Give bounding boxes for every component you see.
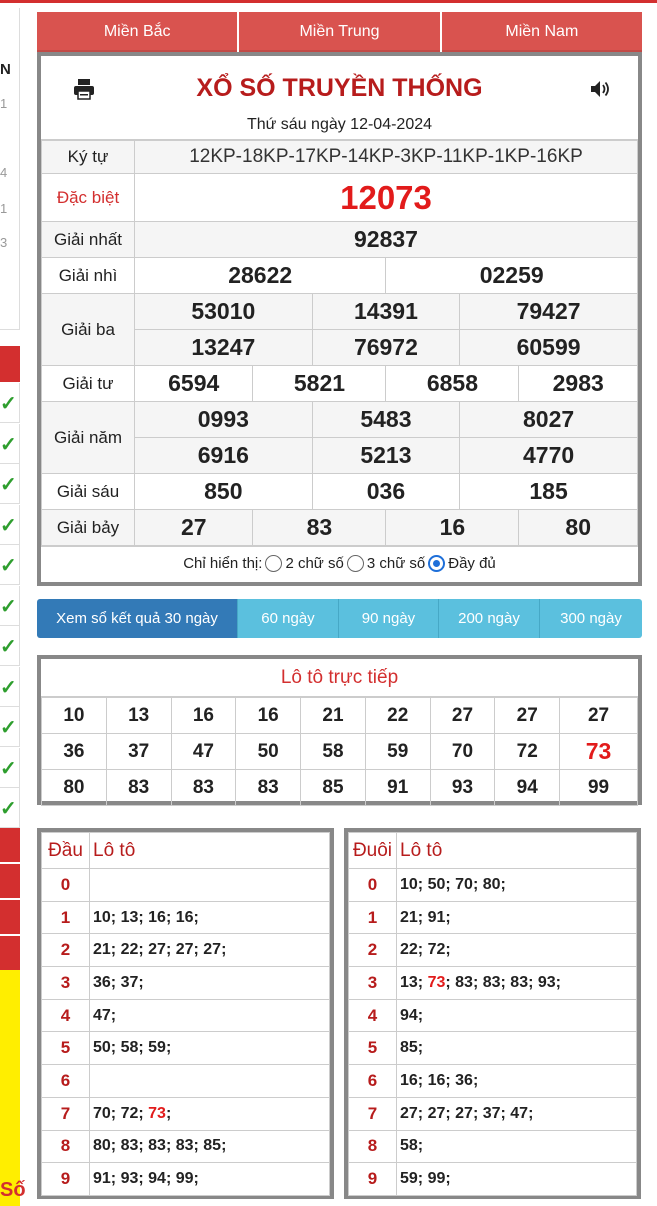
check-icon: ✓	[0, 514, 17, 537]
check-icon: ✓	[0, 636, 17, 658]
special-highlight: 73	[427, 973, 446, 991]
loto-live-box	[37, 655, 642, 805]
loto-cell: 16	[236, 698, 301, 734]
sidebar-bottom-text: Số	[0, 1179, 26, 1201]
result-table	[41, 140, 638, 546]
sidebar-check-row[interactable]	[0, 667, 20, 707]
dau-table	[41, 832, 330, 1196]
dau-header-key: Đầu	[42, 833, 90, 869]
g4-number: 5821	[253, 366, 386, 402]
dau-values: 36; 37;	[90, 967, 330, 1000]
g2-number: 02259	[386, 258, 638, 294]
g7-number: 80	[519, 510, 638, 546]
check-icon: ✓	[0, 676, 17, 699]
duoi-values: 27; 27; 27; 37; 47;	[397, 1097, 637, 1130]
loto-cell: 58	[301, 734, 366, 770]
result-title: XỔ SỐ TRUYỀN THỐNG	[196, 74, 483, 102]
sidebar-red-header	[0, 346, 20, 382]
day-range-tabs	[37, 599, 642, 638]
duoi-values: 10; 50; 70; 80;	[397, 869, 637, 902]
g6-label: Giải sáu	[42, 474, 135, 510]
sidebar-label: 1	[0, 201, 8, 216]
table-row	[42, 402, 638, 438]
result-header	[41, 56, 638, 140]
loto-cell: 91	[365, 770, 430, 806]
table-row	[42, 901, 330, 934]
dau-values: 47;	[90, 999, 330, 1032]
g5-label: Giải năm	[42, 402, 135, 474]
loto-cell: 73	[560, 734, 638, 770]
loto-cell: 94	[495, 770, 560, 806]
g3-number: 53010	[135, 294, 313, 330]
table-row	[349, 1065, 637, 1098]
dau-digit: 1	[42, 901, 90, 934]
top-border	[0, 0, 657, 8]
radio-full-label[interactable]: Đầy đủ	[448, 555, 496, 572]
value-text: 13;	[400, 973, 428, 991]
duoi-digit: 5	[349, 1032, 397, 1065]
sidebar-check-row[interactable]	[0, 707, 20, 747]
loto-cell: 21	[301, 698, 366, 734]
table-row	[349, 1130, 637, 1163]
duoi-header-key: Đuôi	[349, 833, 397, 869]
check-icon: ✓	[0, 798, 17, 820]
check-icon: ✓	[0, 757, 17, 780]
table-row	[42, 366, 638, 402]
table-row	[349, 1097, 637, 1130]
duoi-values: 21; 91;	[397, 901, 637, 934]
g6-number: 185	[460, 474, 638, 510]
loto-cell: 22	[365, 698, 430, 734]
loto-title: Lô tô trực tiếp	[41, 659, 638, 697]
loto-cell: 72	[495, 734, 560, 770]
g4-label: Giải tư	[42, 366, 135, 402]
dau-header-row	[42, 833, 330, 869]
loto-cell: 13	[106, 698, 171, 734]
tab-90-days[interactable]: 90 ngày	[339, 599, 439, 638]
duoi-values: 85;	[397, 1032, 637, 1065]
g5-number: 0993	[135, 402, 313, 438]
duoi-digit: 0	[349, 869, 397, 902]
duoi-values: 22; 72;	[397, 934, 637, 967]
loto-cell: 37	[106, 734, 171, 770]
loto-cell: 70	[430, 734, 495, 770]
speaker-icon[interactable]	[590, 80, 612, 98]
radio-2-digits[interactable]	[265, 555, 282, 572]
loto-cell: 47	[171, 734, 236, 770]
duoi-box	[344, 828, 641, 1199]
tab-mien-nam[interactable]: Miền Nam	[442, 12, 642, 52]
table-row	[42, 294, 638, 330]
table-row	[42, 1163, 330, 1196]
sidebar-check-row[interactable]	[0, 424, 20, 464]
table-row	[42, 1032, 330, 1065]
loto-row	[42, 734, 638, 770]
loto-cell: 27	[560, 698, 638, 734]
g4-number: 2983	[519, 366, 638, 402]
duoi-values: 94;	[397, 999, 637, 1032]
result-box	[37, 52, 642, 586]
radio-2-digits-label[interactable]: 2 chữ số	[285, 555, 344, 572]
table-row	[42, 934, 330, 967]
table-row	[42, 999, 330, 1032]
table-row	[42, 510, 638, 546]
sidebar-check-row[interactable]	[0, 383, 20, 423]
check-icon: ✓	[0, 433, 17, 456]
sidebar-check-row[interactable]	[0, 464, 20, 504]
dau-values: 50; 58; 59;	[90, 1032, 330, 1065]
dau-values: 80; 83; 83; 83; 85;	[90, 1130, 330, 1163]
check-icon: ✓	[0, 717, 17, 739]
loto-cell: 27	[430, 698, 495, 734]
dau-box	[37, 828, 334, 1199]
sidebar-check-row[interactable]	[0, 586, 20, 626]
duoi-values	[397, 967, 637, 1000]
tab-300-days[interactable]: 300 ngày	[540, 599, 642, 638]
special-label: Đặc biệt	[42, 174, 135, 222]
duoi-digit: 9	[349, 1163, 397, 1196]
loto-cell: 93	[430, 770, 495, 806]
special-prize: 12073	[135, 174, 638, 222]
duoi-values: 16; 16; 36;	[397, 1065, 637, 1098]
g7-number: 83	[253, 510, 386, 546]
kytu-value: 12KP-18KP-17KP-14KP-3KP-11KP-1KP-16KP	[135, 141, 638, 174]
dau-digit: 8	[42, 1130, 90, 1163]
region-tabs	[37, 12, 642, 52]
dau-header-value: Lô tô	[90, 833, 330, 869]
result-date: Thứ sáu ngày 12-04-2024	[246, 116, 433, 133]
tab-mien-bac[interactable]: Miền Bắc	[37, 12, 239, 52]
table-row	[42, 222, 638, 258]
sidebar-label: 3	[0, 235, 8, 250]
value-text: 70; 72;	[93, 1104, 149, 1122]
sidebar-label: N	[0, 61, 11, 78]
table-row	[349, 999, 637, 1032]
dau-values: 21; 22; 27; 27; 27;	[90, 934, 330, 967]
g7-label: Giải bảy	[42, 510, 135, 546]
g5-number: 5213	[312, 438, 460, 474]
g3-number: 76972	[312, 330, 460, 366]
loto-cell: 85	[301, 770, 366, 806]
duoi-digit: 1	[349, 901, 397, 934]
g5-number: 8027	[460, 402, 638, 438]
table-row	[42, 1097, 330, 1130]
dau-digit: 3	[42, 967, 90, 1000]
loto-cell: 83	[171, 770, 236, 806]
loto-cell: 80	[42, 770, 107, 806]
table-row	[349, 869, 637, 902]
g1-label: Giải nhất	[42, 222, 135, 258]
check-icon: ✓	[0, 474, 17, 496]
duoi-digit: 6	[349, 1065, 397, 1098]
g3-number: 79427	[460, 294, 638, 330]
display-label: Chỉ hiển thị:	[183, 555, 263, 572]
g3-number: 14391	[312, 294, 460, 330]
loto-row	[42, 698, 638, 734]
dau-values: 91; 93; 94; 99;	[90, 1163, 330, 1196]
sidebar-check-row[interactable]	[0, 788, 20, 828]
table-row	[42, 1065, 330, 1098]
g4-number: 6858	[386, 366, 519, 402]
dau-digit: 9	[42, 1163, 90, 1196]
dau-digit: 6	[42, 1065, 90, 1098]
table-row	[42, 174, 638, 222]
g3-number: 13247	[135, 330, 313, 366]
table-row	[349, 967, 637, 1000]
sidebar-label: 1	[0, 96, 8, 111]
loto-cell: 27	[495, 698, 560, 734]
table-row	[42, 967, 330, 1000]
duoi-digit: 7	[349, 1097, 397, 1130]
duoi-table	[348, 832, 637, 1196]
loto-cell: 99	[560, 770, 638, 806]
dau-digit: 4	[42, 999, 90, 1032]
g2-label: Giải nhì	[42, 258, 135, 294]
duoi-digit: 3	[349, 967, 397, 1000]
duoi-header-value: Lô tô	[397, 833, 637, 869]
check-icon: ✓	[0, 595, 17, 618]
value-text: ;	[165, 1104, 172, 1122]
sidebar-red-row[interactable]	[0, 864, 20, 898]
g1-number: 92837	[135, 222, 638, 258]
table-row	[349, 1163, 637, 1196]
table-row	[42, 141, 638, 174]
g3-number: 60599	[460, 330, 638, 366]
kytu-label: Ký tự	[42, 141, 135, 174]
table-row	[42, 1130, 330, 1163]
g7-number: 27	[135, 510, 253, 546]
loto-grid	[41, 697, 638, 806]
g3-label: Giải ba	[42, 294, 135, 366]
dau-values	[90, 1097, 330, 1130]
g7-number: 16	[386, 510, 519, 546]
check-icon: ✓	[0, 393, 17, 415]
table-row	[42, 869, 330, 902]
duoi-values: 59; 99;	[397, 1163, 637, 1196]
sidebar-check-row[interactable]	[0, 545, 20, 585]
radio-3-digits-label[interactable]: 3 chữ số	[366, 555, 426, 572]
display-options	[41, 546, 638, 580]
dau-values	[90, 869, 330, 902]
loto-cell: 10	[42, 698, 107, 734]
duoi-values: 58;	[397, 1130, 637, 1163]
sidebar-label: 4	[0, 165, 8, 180]
loto-cell: 16	[171, 698, 236, 734]
loto-row	[42, 770, 638, 806]
table-row	[349, 934, 637, 967]
dau-digit: 2	[42, 934, 90, 967]
g6-number: 850	[135, 474, 313, 510]
tab-60-days[interactable]: 60 ngày	[238, 599, 339, 638]
table-row	[349, 901, 637, 934]
loto-cell: 36	[42, 734, 107, 770]
duoi-digit: 2	[349, 934, 397, 967]
radio-3-digits[interactable]	[347, 555, 364, 572]
sidebar-check-row[interactable]	[0, 748, 20, 788]
sidebar-red-row[interactable]	[0, 900, 20, 934]
dau-values	[90, 1065, 330, 1098]
value-text: ; 83; 83; 83; 93;	[445, 973, 561, 991]
loto-cell: 59	[365, 734, 430, 770]
tab-30-days[interactable]: Xem sổ kết quả 30 ngày	[37, 599, 238, 638]
dau-digit: 5	[42, 1032, 90, 1065]
duoi-digit: 8	[349, 1130, 397, 1163]
duoi-digit: 4	[349, 999, 397, 1032]
dau-digit: 0	[42, 869, 90, 902]
g5-number: 6916	[135, 438, 313, 474]
sidebar-check-row[interactable]	[0, 626, 20, 666]
check-icon: ✓	[0, 555, 17, 577]
radio-full[interactable]	[428, 555, 445, 572]
special-highlight: 73	[148, 1104, 166, 1122]
loto-cell: 83	[236, 770, 301, 806]
sidebar-red-row[interactable]	[0, 936, 20, 970]
sidebar-check-row[interactable]	[0, 505, 20, 545]
sidebar-yellow-block	[0, 970, 26, 1206]
table-row	[42, 258, 638, 294]
tab-mien-trung[interactable]: Miền Trung	[239, 12, 441, 52]
dau-values: 10; 13; 16; 16;	[90, 901, 330, 934]
loto-cell: 50	[236, 734, 301, 770]
g4-number: 6594	[135, 366, 253, 402]
dau-digit: 7	[42, 1097, 90, 1130]
g2-number: 28622	[135, 258, 386, 294]
loto-cell: 83	[106, 770, 171, 806]
duoi-header-row	[349, 833, 637, 869]
g5-number: 5483	[312, 402, 460, 438]
table-row	[349, 1032, 637, 1065]
tab-200-days[interactable]: 200 ngày	[439, 599, 540, 638]
g6-number: 036	[312, 474, 460, 510]
sidebar-red-row[interactable]	[0, 828, 20, 862]
g5-number: 4770	[460, 438, 638, 474]
table-row	[42, 474, 638, 510]
